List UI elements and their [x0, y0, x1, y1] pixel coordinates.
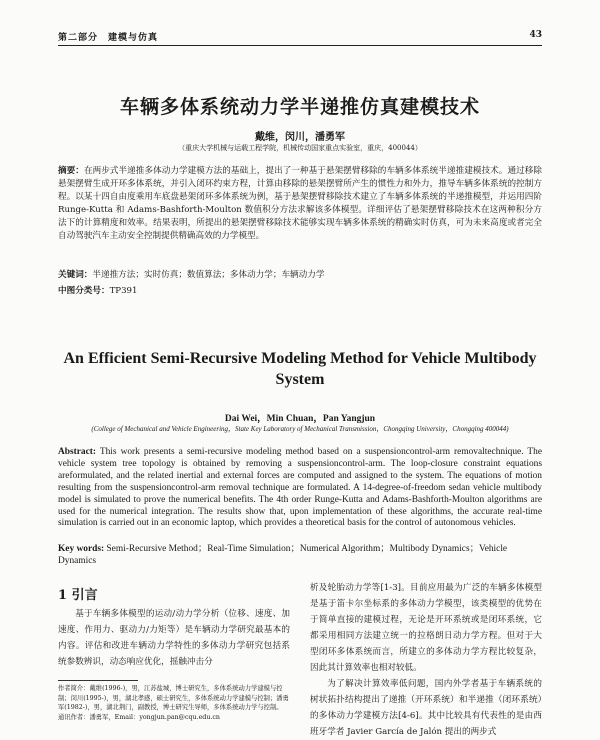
english-title: An Efficient Semi-Recursive Modeling Method for Vehicle Multibody System — [63, 350, 537, 388]
class-label: 中图分类号： — [58, 286, 110, 296]
chinese-keywords — [58, 268, 542, 280]
header-rule — [58, 45, 542, 46]
english-authors: Dai Wei，Min Chuan，Pan Yangjun — [224, 414, 376, 424]
english-keywords — [58, 543, 542, 567]
author-bio: 作者简介：戴维(1996-)，男，江苏盐城，博士研究生，多体系统动力学建模与控制；闵川(1995-)，男，湖北孝感，硕士研究生，多体系统动力学建模与控制；潘勇军(1982-)，男，湖北荆门，副教授，博士研究生导师，多体系统动力学与控制。 — [58, 685, 289, 711]
header-section: 第二部分 建模与仿真 — [58, 33, 159, 43]
chinese-authors: 戴维，闵川，潘勇军 — [255, 132, 345, 143]
chinese-abstract — [58, 165, 542, 243]
english-keywords-label: Key words: — [58, 544, 105, 554]
english-abstract-text: This work presents a semi-recursive modeling method based on a suspensioncontrol-arm removaltechnique. The vehicle system tree topology is obtained by removing a suspensioncontrol-arm. The loop-closure constraint equations areformulated, and the related inertial and external forces are computed and assigned to the system. The equations of motion resulting from the suspensioncontrol-arm removal technique are formulated. A 14-degree-of-freedom sedan vehicle multibody model is simulated to prove the numerical benefits. The 4th order Runge-Kutta and Adams-Bashforth-Moulton algorithms are used for the numerical integration. The results show that, upon implementation of these algorithms, the accurate real-time simulation is carried out in an economic laptop, which provides a theoretical basis for the control of autonomous vehicles. — [58, 447, 542, 529]
english-keywords-text: Semi-Recursive Method；Real-Time Simulation；Numerical Algorithm；Multibody Dynamics；Vehicle Dynamics — [58, 544, 508, 566]
english-abstract-label: Abstract: — [58, 447, 97, 457]
page-number: 43 — [529, 30, 542, 40]
right-column — [310, 580, 542, 740]
keywords-label: 关键词： — [58, 270, 93, 280]
english-affiliation: (College of Mechanical and Vehicle Engineering，State Key Laboratory of Mechanical Transmission，Chongqing University，Chongqing 400044) — [91, 425, 509, 433]
abstract-text: 在两步式半递推多体动力学建模方法的基础上，提出了一种基于悬架摆臂移除的车辆多体系统半递推建模技术。通过移除悬架摆臂生成开环多体系统，并引入闭环约束方程，计算由移除的悬架摆臂所产生的惯性力和外力，推导车辆多体系统的控制方程。以某十四自由度乘用车底盘悬架闭环多体系统为例，基于悬架摆臂移除技术建立了车辆多体系统的半递推模型，并运用四阶 Runge-Kutta 和 Adams-Bashforth-Moulton 数值积分方法求解该多体模型。详细评估了悬架摆臂移除技术在这两种积分方法下的计算精度和效率。结果表明，所提出的悬架摆臂移除技术能够实现车辆多体系统的精确实时仿真，可为未来高度或者完全自动驾驶汽车主动安全控制提供精确高效的力学模型。 — [58, 166, 542, 241]
intro-paragraph-continued: 析及轮胎动力学等[1-3]。目前应用最为广泛的车辆多体模型是基于笛卡尔坐标系的多体动力学模型，该类模型的优势在于简单直接的建模过程，无论是开环系统或是闭环系统，它都采用相同方法建立统一的拉格朗日动力学方程。但对于大型闭环多体系统而言，所建立的多体动力学方程比较复杂，因此其计算效率也相对较低。 — [310, 583, 542, 673]
keywords-text: 半递推方法；实时仿真；数值算法；多体动力学；车辆动力学 — [92, 270, 325, 280]
abstract-label: 摘要： — [58, 166, 84, 176]
footnote-rule — [58, 680, 138, 681]
running-header — [58, 30, 542, 44]
classification-number — [58, 284, 542, 296]
footnote — [58, 684, 290, 722]
corresponding-author: 通讯作者：潘勇军，Email：yongjun.pan@cqu.edu.cn — [58, 713, 220, 721]
section-heading: 1 引言 — [58, 588, 98, 603]
chinese-title: 车辆多体系统动力学半递推仿真建模技术 — [119, 96, 480, 118]
chinese-affiliation: （重庆大学机械与运载工程学院，机械传动国家重点实验室，重庆，400044） — [178, 144, 422, 152]
class-value: TP391 — [109, 286, 138, 296]
left-column — [58, 606, 290, 670]
intro-paragraph-2: 为了解决计算效率低问题，国内外学者基于车辆系统的树状拓扑结构提出了递推（开环系统）和半递推（闭环系统）的多体动力学建模方法[4-6]。其中比较具有代表性的是由西班牙学者 Javier García de Jalón 提出的两步式 — [310, 679, 542, 737]
intro-paragraph: 基于车辆多体模型的运动/动力学分析（位移、速度、加速度、作用力、驱动力/力矩等）是车辆动力学研究最基本的内容。评估和改进车辆动力学特性的多体动力学研究包括系统参数辨识，动态响应优化，摇触冲击分 — [58, 609, 290, 667]
english-abstract — [58, 447, 542, 530]
